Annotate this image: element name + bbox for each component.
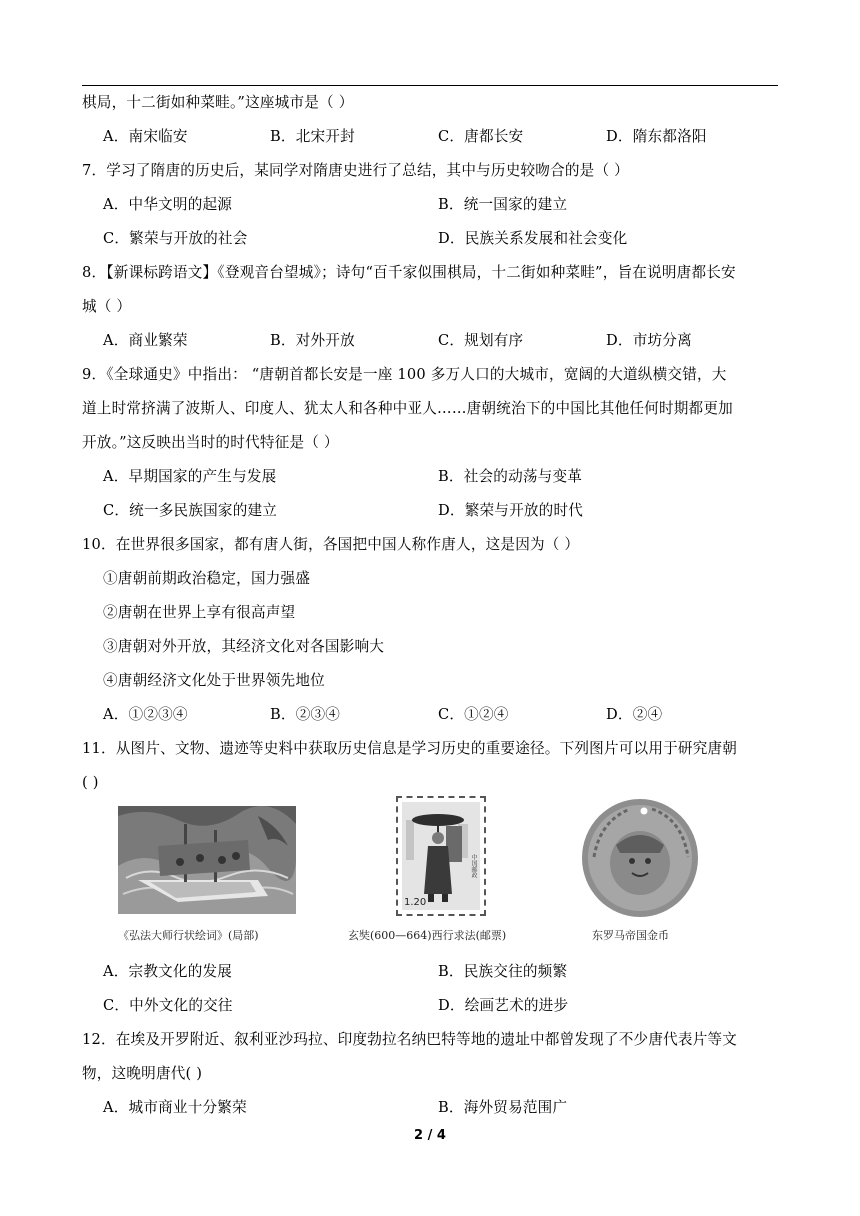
q7-stem: 7．学习了隋唐的历史后，某同学对隋唐史进行了总结，其中与历史较吻合的是（ ）	[82, 162, 629, 179]
caption-coin: 东罗马帝国金币	[592, 929, 669, 942]
q12-option-b[interactable]: B．海外贸易范围广	[438, 1099, 568, 1116]
q6-option-d[interactable]: D．隋东都洛阳	[606, 128, 707, 145]
q12-stem-line2: 物，这晚明唐代( )	[82, 1065, 203, 1082]
q12-stem-line1: 12．在埃及开罗附近、叙利亚沙玛拉、印度勃拉名纳巴特等地的遗址中都曾发现了不少唐代表片等文	[82, 1031, 738, 1048]
header-rule	[82, 85, 778, 86]
q7-option-b[interactable]: B．统一国家的建立	[438, 196, 568, 213]
q12-option-a[interactable]: A．城市商业十分繁荣	[103, 1099, 247, 1116]
q11-option-a[interactable]: A．宗教文化的发展	[103, 963, 233, 980]
q10-item-2: ②唐朝在世界上享有很高声望	[103, 604, 296, 621]
q6-option-a[interactable]: A．南宋临安	[103, 128, 188, 145]
q9-option-c[interactable]: C．统一多民族国家的建立	[103, 502, 278, 519]
stamp-value: 1.20	[404, 897, 427, 908]
q8-option-a[interactable]: A．商业繁荣	[103, 332, 188, 349]
q6-option-c[interactable]: C．唐都长安	[438, 128, 524, 145]
q9-option-d[interactable]: D．繁荣与开放的时代	[438, 502, 584, 519]
q9-stem-line1: 9．《全球通史》中指出： “唐朝首都长安是一座 100 多万人口的大城市，宽阔的大道纵横交错，大	[82, 366, 727, 383]
q10-item-1: ①唐朝前期政治稳定，国力强盛	[103, 570, 311, 587]
q9-stem-line3: 开放。”这反映出当时的时代特征是（ ）	[82, 434, 339, 451]
q11-option-d[interactable]: D．绘画艺术的进步	[438, 997, 569, 1014]
stamp-image	[396, 796, 486, 916]
q8-option-b[interactable]: B．对外开放	[270, 332, 355, 349]
q10-option-c[interactable]: C．①②④	[438, 706, 509, 723]
q11-stem-line1: 11．从图片、文物、遗迹等史料中获取历史信息是学习历史的重要途径。下列图片可以用于研究唐朝	[82, 740, 738, 757]
q8-stem-line1: 8．【新课标跨语文】《登观音台望城》；诗句“百千家似围棋局，十二街如种菜畦”，旨在说明唐都长安	[82, 264, 736, 281]
q10-option-d[interactable]: D．②④	[606, 706, 663, 723]
q9-option-a[interactable]: A．早期国家的产生与发展	[103, 468, 277, 485]
caption-stamp: 玄奘(600—664)西行求法(邮票)	[348, 929, 507, 942]
stamp-text: 中国邮政	[470, 854, 477, 878]
q7-option-c[interactable]: C．繁荣与开放的社会	[103, 230, 248, 247]
q10-stem: 10．在世界很多国家，都有唐人街，各国把中国人称作唐人，这是因为（ ）	[82, 536, 580, 553]
q11-stem-line2: ( )	[82, 774, 99, 791]
caption-painting: 《弘法大师行状绘词》(局部)	[118, 929, 259, 942]
q8-option-c[interactable]: C．规划有序	[438, 332, 524, 349]
coin-image	[580, 797, 700, 919]
q10-option-b[interactable]: B．②③④	[270, 706, 341, 723]
q7-option-d[interactable]: D．民族关系发展和社会变化	[438, 230, 628, 247]
q10-option-a[interactable]: A．①②③④	[103, 706, 188, 723]
q9-option-b[interactable]: B．社会的动荡与变革	[438, 468, 583, 485]
q8-option-d[interactable]: D．市坊分离	[606, 332, 692, 349]
painting-image	[118, 806, 296, 914]
q8-stem-line2: 城（ ）	[82, 298, 132, 315]
q7-option-a[interactable]: A．中华文明的起源	[103, 196, 233, 213]
page-number: 2 / 4	[414, 1128, 446, 1143]
q11-option-c[interactable]: C．中外文化的交往	[103, 997, 233, 1014]
q10-item-3: ③唐朝对外开放，其经济文化对各国影响大	[103, 638, 385, 655]
q6-option-b[interactable]: B．北宋开封	[270, 128, 355, 145]
q11-option-b[interactable]: B．民族交往的频繁	[438, 963, 568, 980]
q9-stem-line2: 道上时常挤满了波斯人、印度人、犹太人和各种中亚人……唐朝统治下的中国比其他任何时期都更加	[82, 400, 733, 417]
q6-stem: 棋局，十二街如种菜畦。”这座城市是（ ）	[82, 94, 354, 111]
q10-item-4: ④唐朝经济文化处于世界领先地位	[103, 672, 325, 689]
